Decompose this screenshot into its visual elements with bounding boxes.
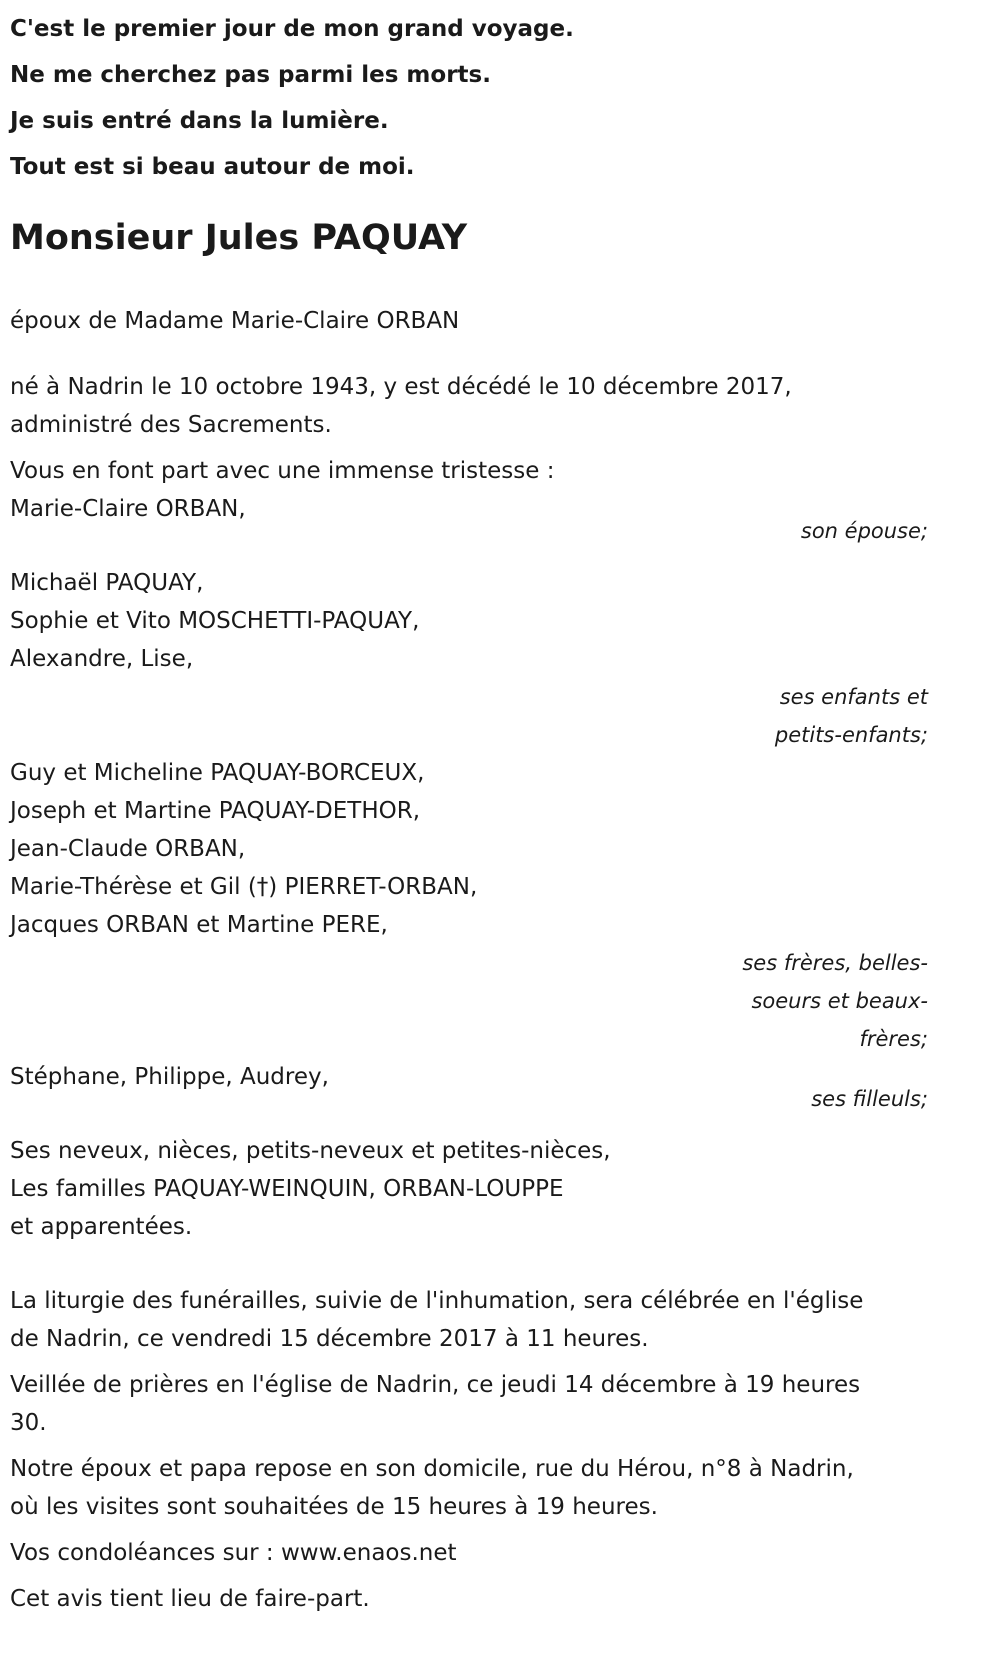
relation-label: son épouse; xyxy=(800,519,928,543)
relation-label xyxy=(10,678,928,754)
deceased-name: Monsieur Jules PAQUAY xyxy=(10,218,468,258)
birth-death xyxy=(10,368,928,444)
visits-line: Notre époux et papa repose en son domicile, rue du Hérou, n°8 à Nadrin, xyxy=(10,1456,854,1482)
poem xyxy=(10,0,928,190)
family-name: Jacques ORBAN et Martine PERE, xyxy=(10,912,388,938)
announcement-intro: Vous en font part avec une immense tristesse : xyxy=(10,458,555,484)
family-names xyxy=(10,564,928,678)
relation-line: ses frères, belles- xyxy=(742,951,928,975)
relation-line: frères; xyxy=(859,1027,928,1051)
family-name: Michaël PAQUAY, xyxy=(10,570,204,596)
family-name: Sophie et Vito MOSCHETTI-PAQUAY, xyxy=(10,608,420,634)
liturgy-line: de Nadrin, ce vendredi 15 décembre 2017 à 11 heures. xyxy=(10,1326,649,1352)
liturgy-line: La liturgie des funérailles, suivie de l'inhumation, sera célébrée en l'église xyxy=(10,1288,864,1314)
relation-label: ses filleuls; xyxy=(811,1087,928,1111)
liturgy-info xyxy=(10,1282,928,1358)
relation-label xyxy=(10,944,928,1058)
relation-line: soeurs et beaux- xyxy=(751,989,928,1013)
vigil-info xyxy=(10,1366,928,1442)
visits-info xyxy=(10,1450,928,1526)
family-names xyxy=(10,754,928,944)
vigil-line: Veillée de prières en l'église de Nadrin, ce jeudi 14 décembre à 19 heures xyxy=(10,1372,861,1398)
family-name: Guy et Micheline PAQUAY-BORCEUX, xyxy=(10,760,425,786)
family-name: Joseph et Martine PAQUAY-DETHOR, xyxy=(10,798,421,824)
family-group-siblings xyxy=(10,754,928,1058)
visits-line: où les visites sont souhaitées de 15 heures à 19 heures. xyxy=(10,1494,658,1520)
families-line: Les familles PAQUAY-WEINQUIN, ORBAN-LOUPPE xyxy=(10,1176,564,1202)
condolences-info: Vos condoléances sur : www.enaos.net xyxy=(10,1540,457,1566)
birth-death-line: né à Nadrin le 10 octobre 1943, y est décédé le 10 décembre 2017, xyxy=(10,374,792,400)
relation-line: ses enfants et xyxy=(779,685,928,709)
family-name: Jean-Claude ORBAN, xyxy=(10,836,246,862)
families xyxy=(10,1132,928,1246)
poem-line: Je suis entré dans la lumière. xyxy=(10,108,389,134)
spouse-line: époux de Madame Marie-Claire ORBAN xyxy=(10,308,460,334)
families-line: et apparentées. xyxy=(10,1214,193,1240)
poem-line: C'est le premier jour de mon grand voyage. xyxy=(10,16,574,42)
family-name: Stéphane, Philippe, Audrey, xyxy=(10,1064,329,1090)
relation-line: petits-enfants; xyxy=(774,723,928,747)
death-notice xyxy=(10,0,928,1618)
family-group-godchildren xyxy=(10,1058,928,1118)
poem-line: Ne me cherchez pas parmi les morts. xyxy=(10,62,491,88)
sacraments-line: administré des Sacrements. xyxy=(10,412,332,438)
vigil-line: 30. xyxy=(10,1410,47,1436)
family-name: Alexandre, Lise, xyxy=(10,646,194,672)
notice-statement: Cet avis tient lieu de faire-part. xyxy=(10,1586,370,1612)
family-name: Marie-Claire ORBAN, xyxy=(10,496,246,522)
family-group-children xyxy=(10,564,928,754)
poem-line: Tout est si beau autour de moi. xyxy=(10,154,415,180)
families-line: Ses neveux, nièces, petits-neveux et petites-nièces, xyxy=(10,1138,611,1164)
family-group-spouse xyxy=(10,490,928,550)
family-name: Marie-Thérèse et Gil (†) PIERRET-ORBAN, xyxy=(10,874,478,900)
